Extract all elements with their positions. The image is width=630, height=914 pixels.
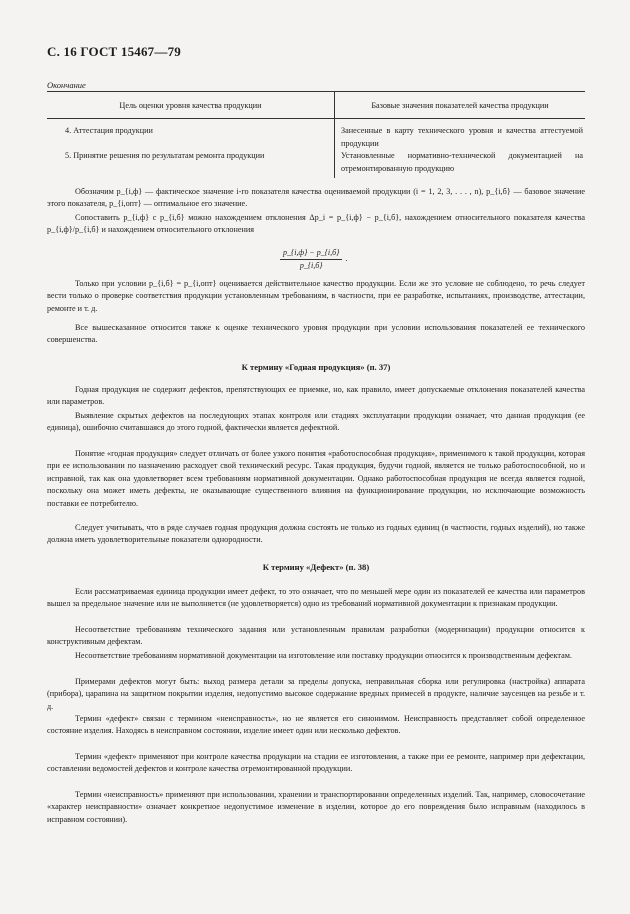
paragraph: Термин «дефект» связан с термином «неисправность», но не является его синонимом. Неисправность представляет собой определенное состояние изделия. Находясь в неисправном состоянии, изделие имеет один или несколько дефектов. [47,714,585,736]
formula-denominator: p_{i,б} [299,261,323,270]
paragraph: Если рассматриваемая единица продукции имеет дефект, то это означает, что по меньшей мере один из показателей ее качества или параметров вышел за предельное значение или не выполняется (не удовлетворяется) одно из требований нормативной документации к признакам продукции. [47,587,585,609]
paragraph: Понятие «годная продукция» следует отличать от более узкого понятия «работоспособная продукция», применимого к такой продукции, которая при ее использовании по назначению расходует свой технический ресурс. Такая продукция, будучи годной, является не только работоспособной, но и исправной, так как она удовлетворяет всем требованиям нормативной документации. Однако работоспособная продукция не всегда является годной, поскольку она может иметь дефекты, не оказывающие существенного влияния на функционирование продукции, но исключающие возможность поставки ее потребителю. [47,449,585,508]
formula-numerator: p_{i,ф} − p_{i,б} [280,248,342,260]
paragraph: Следует учитывать, что в ряде случаев годная продукция должна состоять не только из годных единиц (в частности, годных изделий), но также должна иметь удовлетворительные показатели однородности. [47,523,585,545]
paragraph: Несоответствие требованиям технического задания или установленным правилам разработки (модернизации) продукции относится к конструктивным дефектам. [47,625,585,647]
paragraph: Термин «неисправность» применяют при использовании, хранении и транспортировании определенных изделий. Так, например, словосочетание «характер неисправности» означает конкретное недопустимое изменение в изделии, которое до его повреждения было исправным (находилось в исправном состоянии). [47,790,585,824]
paragraph: Термин «дефект» применяют при контроле качества продукции на стадии ее изготовления, а также при ее ремонте, например при дефектации, составлении ведомостей дефектов и контроле качества отремонтированной продукции. [47,752,585,774]
table-caption: Окончание [47,80,86,90]
table-cell-purpose: 5. Принятие решения по результатам ремонта продукции [47,150,335,178]
paragraph: Сопоставить p_{i,ф} с p_{i,б} можно нахождением отклонения Δp_i = p_{i,ф} − p_{i,б}, нахождением относительного показателя качества p_{i,ф}/p_{i,б} и нахождением относительного отклонения [47,213,585,235]
table-cell-value: Установленные нормативно-технической документацией на отремонтированную продукцию [341,151,583,173]
table-header-purpose: Цель оценки уровня качества продукции [47,92,335,119]
formula-terminator: . [345,254,348,263]
quality-table [47,91,585,178]
paragraph: Только при условии p_{i,б} = p_{i,опт} оценивается действительное качество продукции. Если же это условие не соблюдено, то речь следует вести только о проверке соответствия продукции установленным требованиям, в частности, при ее разработке, испытаниях, производстве, аттестации, ремонте и т. д. [47,279,585,313]
table-row [47,119,585,151]
table-cell-value: Занесенные в карту технического уровня и качества аттестуемой продукции [341,126,583,148]
section-heading-good-product: К термину «Годная продукция» (п. 37) [241,362,391,372]
table-cell-purpose: 4. Аттестация продукции [47,119,335,151]
section-heading-defect: К термину «Дефект» (п. 38) [262,562,370,572]
table-header-base-values: Базовые значения показателей качества продукции [335,92,586,119]
relative-deviation-formula [280,248,348,270]
paragraph: Обозначим p_{i,ф} — фактическое значение i-го показателя качества оцениваемой продукции (i = 1, 2, 3, . . . , n), p_{i,б} — базовое значение этого показателя, p_{i,опт} — оптимальное его значение. [47,187,585,209]
table-row [47,150,585,178]
paragraph: Все вышесказанное относится также к оценке технического уровня продукции при условии использования показателей ее технического совершенства. [47,323,585,345]
paragraph: Примерами дефектов могут быть: выход размера детали за пределы допуска, неправильная сборка или регулировка (настройка) аппарата (прибора), царапина на защитном покрытии изделия, недопустимо высокое содержание вредных примесей в продукте, наличие заусенцев на резьбе и т. д. [47,677,585,711]
paragraph: Выявление скрытых дефектов на последующих этапах контроля или стадиях эксплуатации продукции означает, что данная продукция (ее единица), ошибочно считавшаяся до этого годной, фактически является дефектной. [47,411,585,433]
paragraph: Несоответствие требованиям нормативной документации на изготовление или поставку продукции относится к производственным дефектам. [75,651,572,660]
paragraph: Годная продукция не содержит дефектов, препятствующих ее приемке, но, как правило, имеет допускаемые отклонения показателей качества или параметров. [47,385,585,407]
page-header: С. 16 ГОСТ 15467—79 [47,44,181,59]
